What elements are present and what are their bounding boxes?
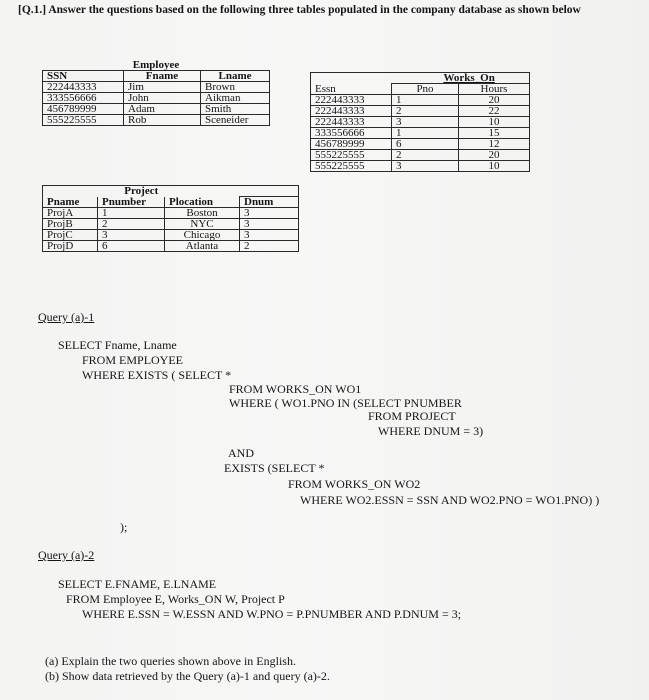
- table-row: [311, 161, 530, 172]
- query2-label: Query (a)-2: [38, 548, 95, 562]
- employee-col-fname: Fname: [124, 71, 201, 82]
- query-line: );: [120, 520, 128, 534]
- query-line: SELECT Fname, Lname: [58, 338, 177, 352]
- query-line: FROM EMPLOYEE: [82, 353, 184, 367]
- table-cell: 10: [459, 117, 530, 128]
- table-cell: Aikman: [201, 93, 270, 104]
- query-line: SELECT E.FNAME, E.LNAME: [58, 577, 217, 591]
- table-cell: 3: [98, 230, 165, 241]
- table-cell: Adam: [124, 104, 201, 115]
- query-line: FROM WORKS_ON WO1: [229, 382, 362, 396]
- query-line: EXISTS (SELECT *: [224, 461, 325, 475]
- table-cell: 12: [459, 139, 530, 150]
- table-cell: 1: [98, 208, 165, 219]
- table-cell: 456789999: [311, 139, 392, 150]
- works-on-col-pno: Pno: [392, 84, 459, 95]
- table-cell: 2: [392, 106, 459, 117]
- task-b: (b) Show data retrieved by the Query (a)-1 and query (a)-2.: [45, 669, 330, 683]
- table-cell: NYC: [165, 219, 240, 230]
- question-heading: [Q.1.] Answer the questions based on the following three tables populated in the company database as shown below: [18, 4, 581, 16]
- table-cell: Sceneider: [201, 115, 270, 126]
- table-cell: Boston: [165, 208, 240, 219]
- table-cell: 456789999: [43, 104, 124, 115]
- project-col-pname: Pname: [43, 197, 98, 208]
- query-line: WHERE E.SSN = W.ESSN AND W.PNO = P.PNUMBER AND P.DNUM = 3;: [82, 607, 462, 621]
- project-col-dnum: Dnum: [240, 197, 299, 208]
- table-cell: 1: [392, 128, 459, 139]
- task-a: (a) Explain the two queries shown above in English.: [45, 654, 296, 668]
- works-on-table: [310, 72, 530, 172]
- query-line: FROM WORKS_ON WO2: [288, 477, 421, 491]
- table-cell: Brown: [201, 82, 270, 93]
- table-cell: 2: [98, 219, 165, 230]
- table-cell: 22: [459, 106, 530, 117]
- table-cell: 3: [240, 230, 299, 241]
- table-row: [311, 106, 530, 117]
- table-cell: 333556666: [43, 93, 124, 104]
- table-cell: Jim: [124, 82, 201, 93]
- table-row: [43, 115, 270, 126]
- table-cell: 222443333: [311, 106, 392, 117]
- employee-col-ssn: SSN: [43, 71, 124, 82]
- project-col-plocation: Plocation: [165, 197, 240, 208]
- table-cell: 6: [392, 139, 459, 150]
- table-cell: ProjC: [43, 230, 98, 241]
- table-cell: 20: [459, 95, 530, 106]
- table-row: [311, 139, 530, 150]
- table-row: [311, 128, 530, 139]
- works-on-col-hours: Hours: [459, 84, 530, 95]
- project-title: Project: [43, 186, 240, 197]
- table-row: [311, 95, 530, 106]
- query-line: WHERE DNUM = 3): [378, 424, 484, 438]
- query-line: WHERE WO2.ESSN = SSN AND WO2.PNO = WO1.PNO) ): [300, 493, 600, 507]
- table-cell: 3: [392, 161, 459, 172]
- table-cell: 3: [392, 117, 459, 128]
- query-line: WHERE EXISTS ( SELECT *: [82, 368, 232, 382]
- table-cell: 2: [392, 150, 459, 161]
- table-cell: 3: [240, 208, 299, 219]
- works-on-col-essn: Essn: [311, 84, 392, 95]
- table-cell: 333556666: [311, 128, 392, 139]
- table-row: [43, 93, 270, 104]
- table-cell: 222443333: [43, 82, 124, 93]
- table-cell: 1: [392, 95, 459, 106]
- table-row: [43, 208, 299, 219]
- table-row: [43, 104, 270, 115]
- table-row: [311, 150, 530, 161]
- table-cell: 555225555: [43, 115, 124, 126]
- table-cell: ProjA: [43, 208, 98, 219]
- table-cell: 555225555: [311, 150, 392, 161]
- table-row: [43, 219, 299, 230]
- table-cell: Chicago: [165, 230, 240, 241]
- table-cell: Smith: [201, 104, 270, 115]
- employee-title: Employee: [132, 59, 180, 71]
- table-cell: Atlanta: [165, 241, 240, 252]
- table-cell: 2: [240, 241, 299, 252]
- table-cell: 555225555: [311, 161, 392, 172]
- employee-col-lname: Lname: [201, 71, 270, 82]
- table-cell: 6: [98, 241, 165, 252]
- query-line: WHERE ( WO1.PNO IN (SELECT PNUMBER: [229, 396, 462, 410]
- table-cell: 222443333: [311, 117, 392, 128]
- project-col-pnumber: Pnumber: [98, 197, 165, 208]
- query-line: FROM PROJECT: [368, 409, 456, 423]
- works-on-title: Works_On: [392, 73, 530, 84]
- table-row: [43, 230, 299, 241]
- table-cell: Rob: [124, 115, 201, 126]
- query1-label: Query (a)-1: [38, 310, 95, 324]
- table-cell: 10: [459, 161, 530, 172]
- table-row: [311, 117, 530, 128]
- table-cell: ProjD: [43, 241, 98, 252]
- project-table: [42, 185, 299, 252]
- table-row: [43, 241, 299, 252]
- table-cell: ProjB: [43, 219, 98, 230]
- table-cell: 222443333: [311, 95, 392, 106]
- table-cell: 3: [240, 219, 299, 230]
- table-cell: 15: [459, 128, 530, 139]
- table-row: [43, 82, 270, 93]
- query-line: AND: [228, 446, 254, 460]
- employee-table: [42, 60, 270, 126]
- query-line: FROM Employee E, Works_ON W, Project P: [66, 592, 285, 606]
- table-cell: John: [124, 93, 201, 104]
- table-cell: 20: [459, 150, 530, 161]
